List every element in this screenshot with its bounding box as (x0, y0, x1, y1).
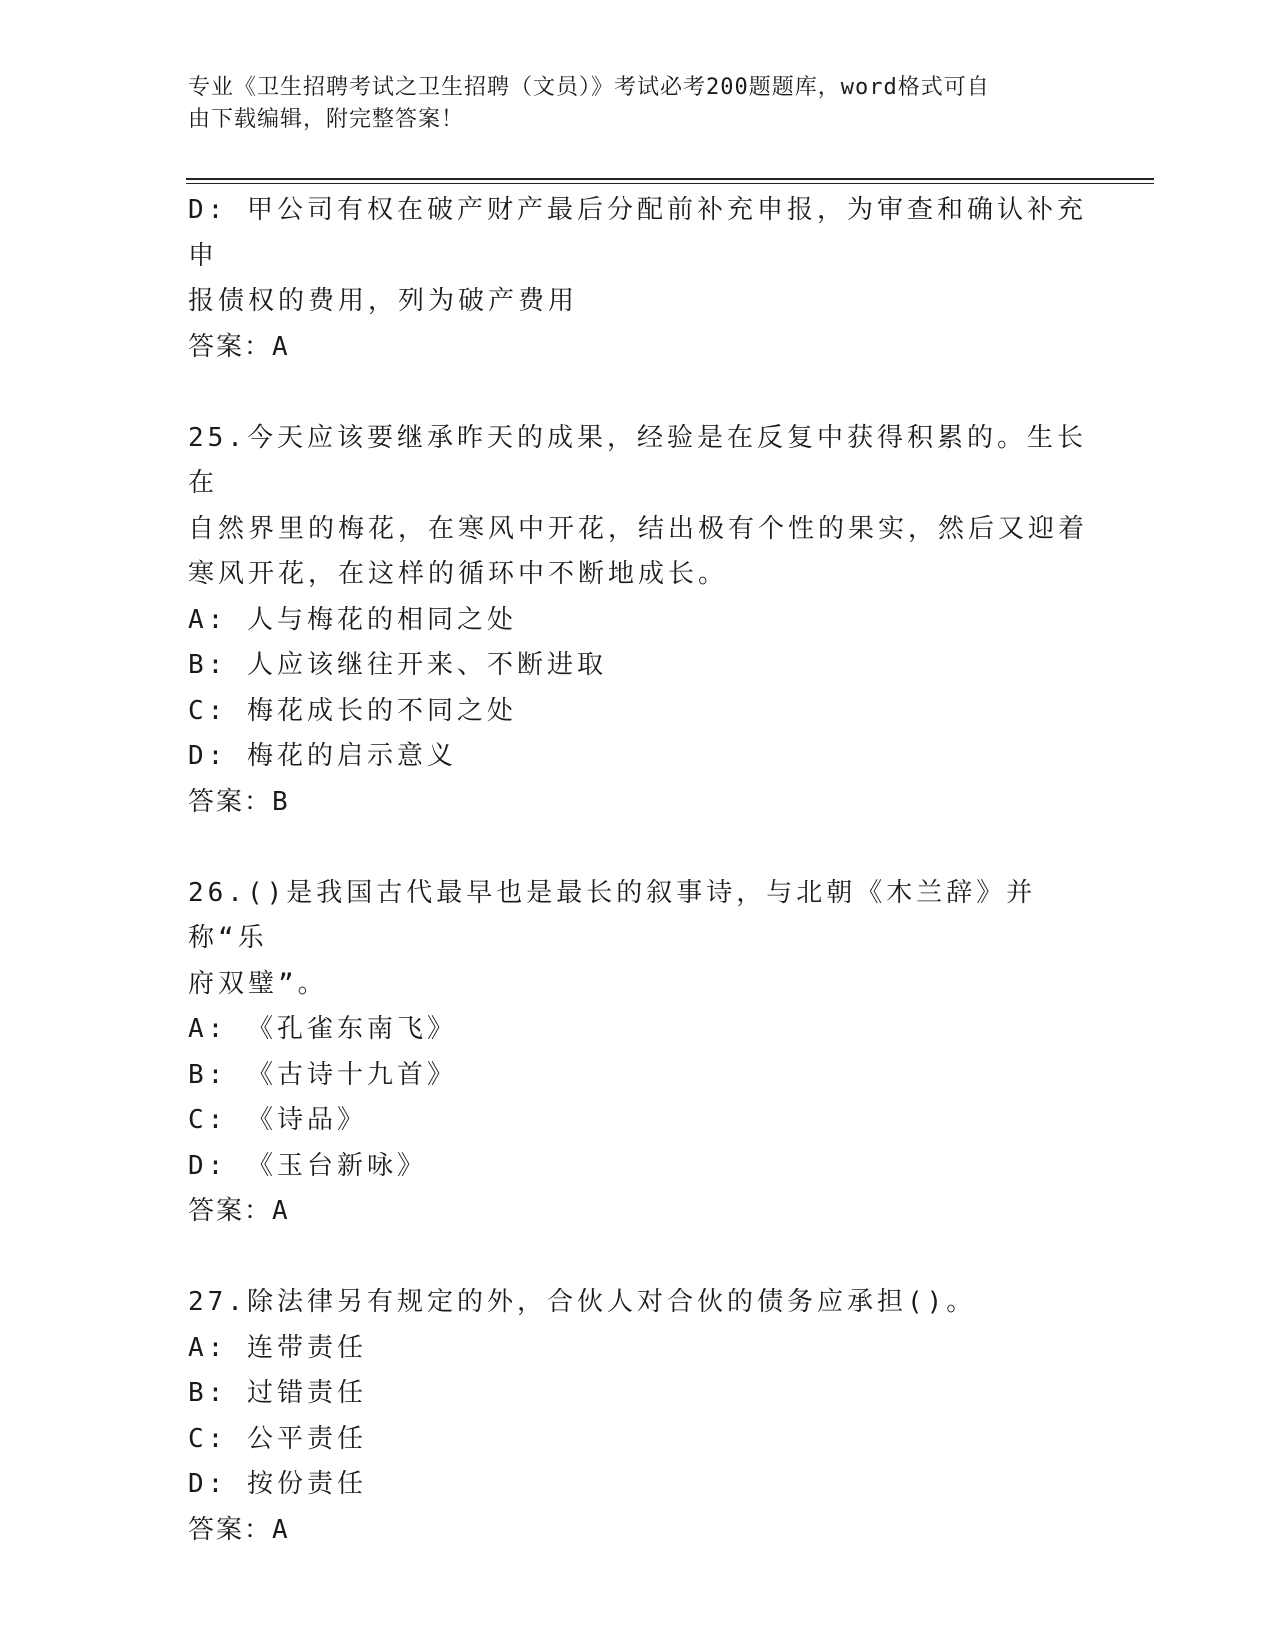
option-c: C: 梅花成长的不同之处 (188, 695, 517, 726)
question-text-line-1: 25.今天应该要继承昨天的成果，经验是在反复中获得积累的。生长在 (188, 422, 1087, 498)
option-a: A: 《孔雀东南飞》 (188, 1014, 457, 1044)
question-text-line-1: 26.()是我国古代最早也是最长的叙事诗，与北朝《木兰辞》并称“乐 (188, 877, 1037, 953)
document-header (188, 72, 1088, 136)
option-d: D: 《玉台新咏》 (188, 1150, 427, 1181)
question-27 (188, 1280, 1088, 1553)
header-divider-thick (186, 178, 1154, 180)
spacer (188, 825, 1088, 871)
option-c: C: 《诗品》 (188, 1105, 367, 1135)
question-25 (188, 416, 1088, 826)
question-text-line-2: 府双璧”。 (188, 968, 328, 999)
option-b: B: 过错责任 (188, 1378, 367, 1408)
spacer (188, 370, 1088, 416)
header-divider-thin (186, 183, 1154, 184)
option-d: D: 梅花的启示意义 (188, 741, 457, 771)
question-text-line-1: 27.除法律另有规定的外，合伙人对合伙的债务应承担()。 (188, 1287, 977, 1317)
option-d: D: 按份责任 (188, 1469, 367, 1499)
question-text-line-3: 寒风开花，在这样的循环中不断地成长。 (188, 559, 729, 589)
spacer (188, 1235, 1088, 1281)
answer: 答案：A (188, 331, 290, 362)
document-body (188, 188, 1088, 1553)
option-d-line-1: D: 甲公司有权在破产财产最后分配前补充申报，为审查和确认补充申 (188, 195, 1087, 271)
option-c: C: 公平责任 (188, 1423, 367, 1454)
option-b: B: 《古诗十九首》 (188, 1059, 457, 1090)
option-d-line-2: 报债权的费用，列为破产费用 (188, 286, 579, 316)
answer: 答案：B (188, 786, 290, 817)
header-line-2: 由下载编辑，附完整答案！ (188, 107, 465, 132)
option-b: B: 人应该继往开来、不断进取 (188, 650, 607, 680)
option-a: A: 连带责任 (188, 1332, 367, 1363)
answer: 答案：A (188, 1514, 290, 1545)
header-line-1: 专业《卫生招聘考试之卫生招聘（文员）》考试必考200题题库，word格式可自 (188, 75, 990, 100)
answer: 答案：A (188, 1196, 290, 1226)
prev-question-tail (188, 188, 1088, 370)
option-a: A: 人与梅花的相同之处 (188, 604, 517, 635)
question-text-line-2: 自然界里的梅花，在寒风中开花，结出极有个性的果实，然后又迎着 (188, 513, 1089, 544)
question-26 (188, 871, 1088, 1235)
